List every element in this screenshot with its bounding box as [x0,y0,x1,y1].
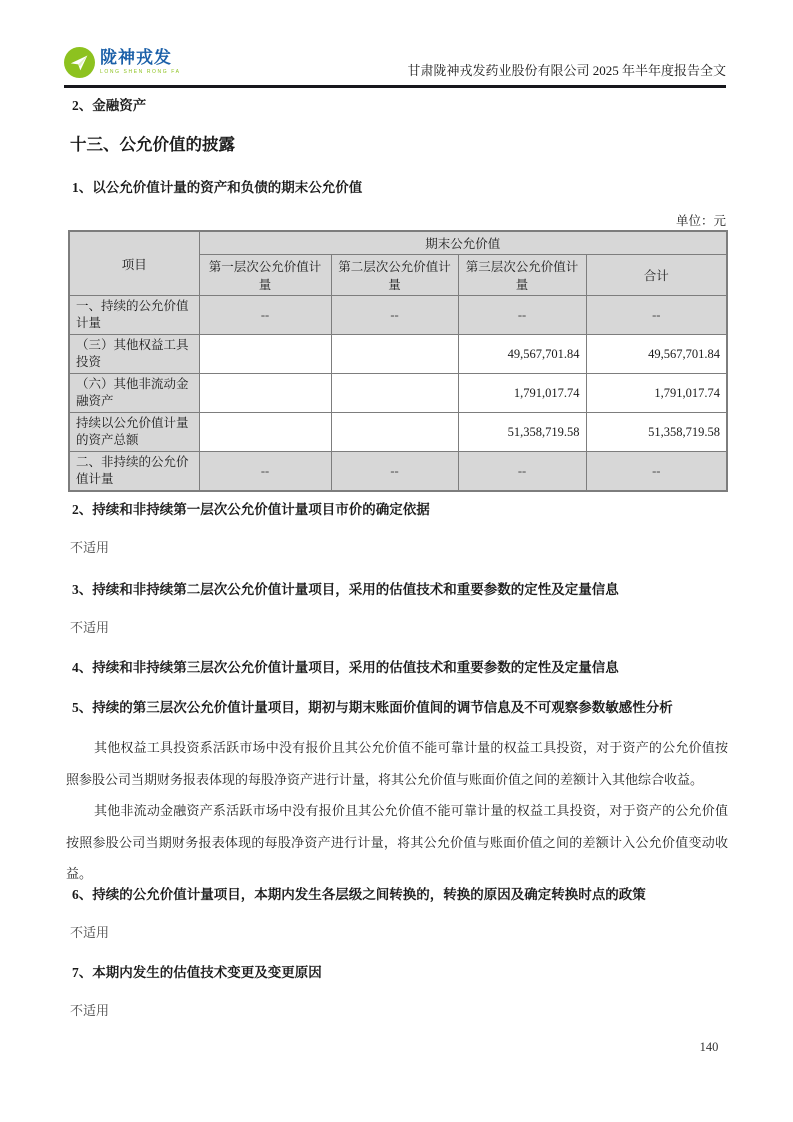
page-number: 140 [699,1040,719,1054]
col-header-level1: 第一层次公允价值计量 [199,255,331,296]
cell-total: 1,791,017.74 [586,374,727,413]
table-row [69,452,727,492]
row-label: （三）其他权益工具投资 [69,335,199,374]
cell-level3: 51,358,719.58 [458,413,586,452]
table-row [69,413,727,452]
cell-level1: -- [199,296,331,335]
not-applicable-1: 不适用 [70,540,110,555]
heading-financial-assets: 2、金融资产 [72,98,147,113]
cell-level2 [331,413,458,452]
col-header-total: 合计 [586,255,727,296]
col-header-item: 项目 [69,231,199,296]
row-label: 一、持续的公允价值计量 [69,296,199,335]
cell-level3: 49,567,701.84 [458,335,586,374]
table-row [69,296,727,335]
not-applicable-2: 不适用 [70,620,110,635]
fair-value-table [68,230,728,492]
document-title: 甘肃陇神戎发药业股份有限公司 2025 年半年度报告全文 [407,63,726,78]
row-label: 持续以公允价值计量的资产总额 [69,413,199,452]
cell-level2: -- [331,452,458,492]
col-header-level3: 第三层次公允价值计量 [458,255,586,296]
table-group-header-row [69,231,727,255]
cell-level3: -- [458,296,586,335]
heading-chapter-13: 十三、公允价值的披露 [70,135,235,154]
heading-item-2: 2、持续和非持续第一层次公允价值计量项目市价的确定依据 [72,502,430,517]
cell-level1: -- [199,452,331,492]
brand-name-en: LONG SHEN RONG FA [100,69,181,75]
cell-level2: -- [331,296,458,335]
unit-label: 单位：元 [675,214,726,228]
cell-level2 [331,374,458,413]
heading-item-4: 4、持续和非持续第三层次公允价值计量项目，采用的估值技术和重要参数的定性及定量信息 [72,660,619,675]
cell-total: -- [586,452,727,492]
paragraph-noncurrent-financial-assets: 其他非流动金融资产系活跃市场中没有报价且其公允价值不能可靠计量的权益工具投资，对于资产的公允价值按照参股公司当期财务报表体现的每股净资产进行计量，将其公允价值与账面价值之间的差额计入公允价值变动收益。 [66,803,728,881]
heading-sub-1: 1、以公允价值计量的资产和负债的期末公允价值 [72,180,363,195]
heading-item-6: 6、持续的公允价值计量项目，本期内发生各层级之间转换的，转换的原因及确定转换时点的政策 [72,887,646,902]
paragraph-equity-instruments: 其他权益工具投资系活跃市场中没有报价且其公允价值不能可靠计量的权益工具投资，对于资产的公允价值按照参股公司当期财务报表体现的每股净资产进行计量，将其公允价值与账面价值之间的差额计入其他综合收益。 [66,740,728,787]
table-row [69,335,727,374]
not-applicable-4: 不适用 [70,1003,110,1018]
cell-level3: 1,791,017.74 [458,374,586,413]
brand-name-cn: 陇神戎发 [100,48,172,67]
row-label: 二、非持续的公允价值计量 [69,452,199,492]
not-applicable-3: 不适用 [70,925,110,940]
cell-total: -- [586,296,727,335]
heading-item-5: 5、持续的第三层次公允价值计量项目，期初与期末账面价值间的调节信息及不可观察参数敏感性分析 [72,700,673,715]
company-logo [64,47,181,78]
col-header-level2: 第二层次公允价值计量 [331,255,458,296]
table-row [69,374,727,413]
heading-item-3: 3、持续和非持续第二层次公允价值计量项目，采用的估值技术和重要参数的定性及定量信息 [72,582,619,597]
row-label: （六）其他非流动金融资产 [69,374,199,413]
paper-plane-bird-icon [64,47,95,78]
cell-level1 [199,374,331,413]
cell-level2 [331,335,458,374]
heading-item-7: 7、本期内发生的估值技术变更及变更原因 [72,965,322,980]
cell-total: 51,358,719.58 [586,413,727,452]
cell-level1 [199,335,331,374]
cell-level3: -- [458,452,586,492]
group-header-period-end-fair-value: 期末公允价值 [199,231,727,255]
logo-text-block [100,47,181,76]
cell-total: 49,567,701.84 [586,335,727,374]
header-divider [64,85,726,88]
cell-level1 [199,413,331,452]
